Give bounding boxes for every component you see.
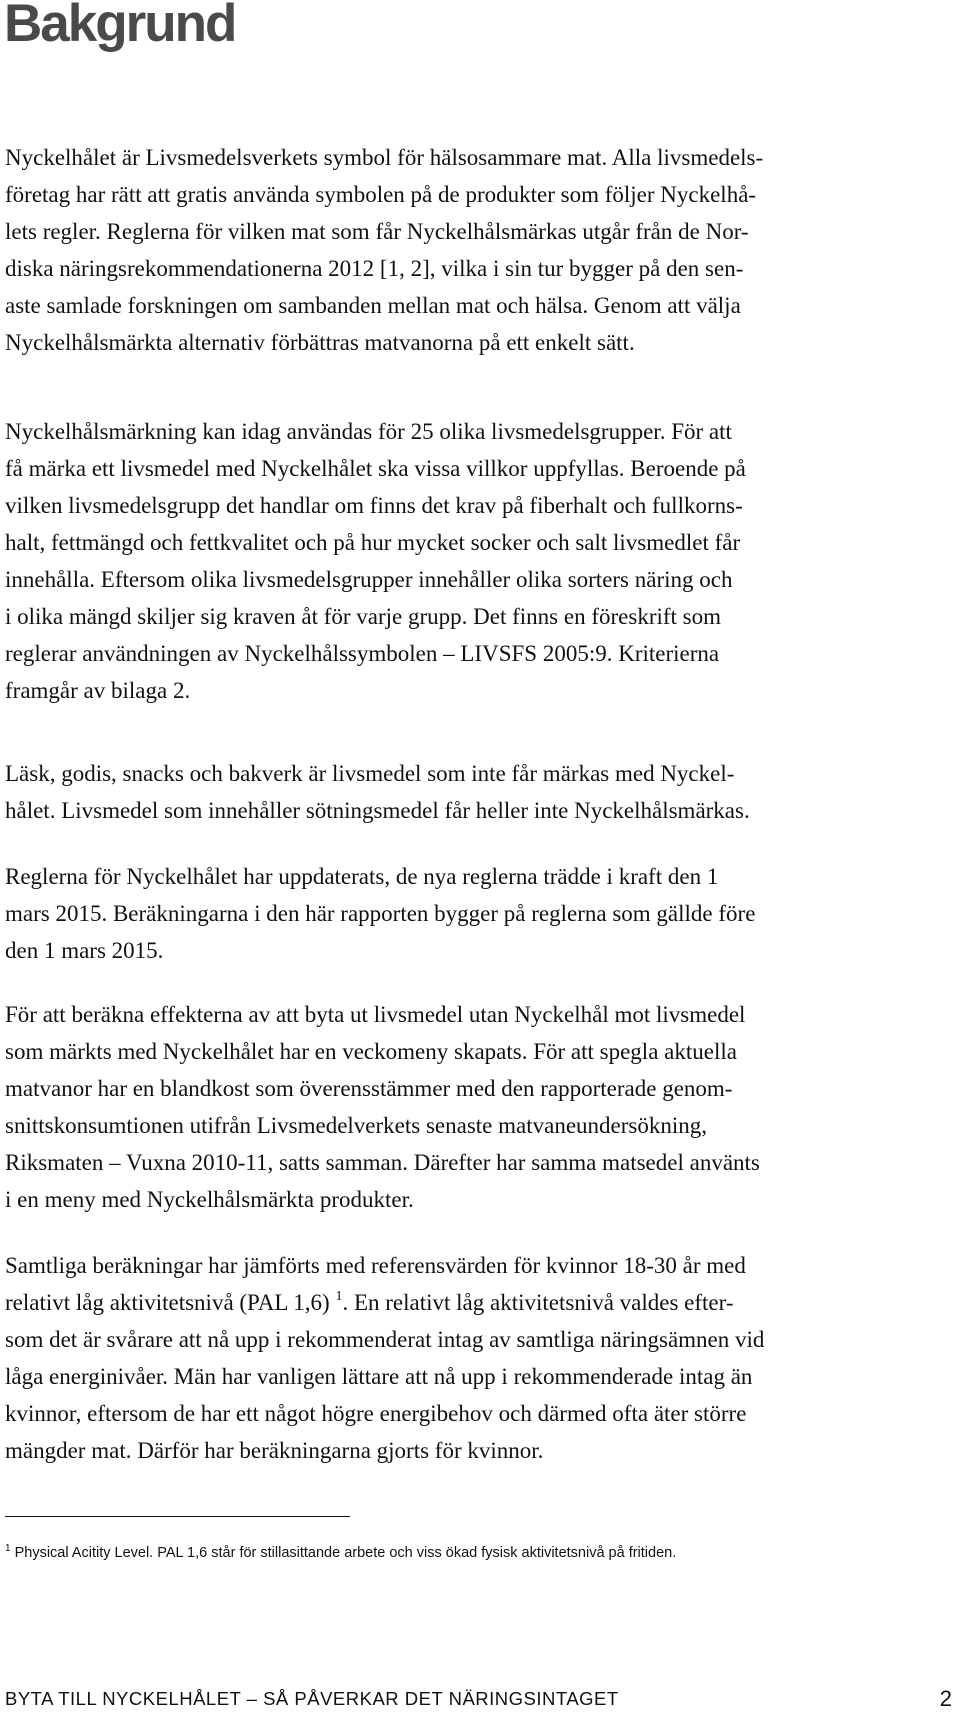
text-line: För att beräkna effekterna av att byta ut livsmedel utan Nyckelhål mot livsmedel [5, 1002, 746, 1027]
text-line: Riksmaten – Vuxna 2010-11, satts samman. Därefter har samma matsedel använts [5, 1150, 760, 1175]
text-line-with-footnote [5, 1284, 955, 1321]
text-line: låga energinivåer. Män har vanligen lättare att nå upp i rekommenderade intag än [5, 1364, 753, 1389]
text-line: framgår av bilaga 2. [5, 678, 191, 703]
text-segment: relativt låg aktivitetsnivå (PAL 1,6) [5, 1290, 336, 1315]
text-line: Samtliga beräkningar har jämförts med referensvärden för kvinnor 18-30 år med [5, 1253, 746, 1278]
paragraph-reference-values [5, 1247, 955, 1469]
text-line: halt, fettmängd och fettkvalitet och på hur mycket socker och salt livsmedlet får [5, 530, 741, 555]
text-line: diska näringsrekommendationerna 2012 [1, 2], vilka i sin tur bygger på den sen- [5, 256, 744, 281]
text-line: företag har rätt att gratis använda symbolen på de produkter som följer Nyckelhå- [5, 182, 757, 207]
text-line: som det är svårare att nå upp i rekommenderat intag av samtliga näringsämnen vid [5, 1327, 765, 1352]
text-line: aste samlade forskningen om sambanden mellan mat och hälsa. Genom att välja [5, 293, 741, 318]
text-line: lets regler. Reglerna för vilken mat som får Nyckelhålsmärkas utgår från de Nor- [5, 219, 749, 244]
paragraph-excluded-products [5, 755, 955, 829]
text-line: i olika mängd skiljer sig kraven åt för varje grupp. Det finns en föreskrift som [5, 604, 722, 629]
page-heading: Bakgrund [4, 0, 236, 53]
text-line: hålet. Livsmedel som innehåller sötningsmedel får heller inte Nyckelhålsmärkas. [5, 798, 750, 823]
text-segment: . En relativt låg aktivitetsnivå valdes efter- [342, 1290, 734, 1315]
text-line: vilken livsmedelsgrupp det handlar om finns det krav på fiberhalt och fullkorns- [5, 493, 743, 518]
text-line: som märkts med Nyckelhålet har en veckomeny skapats. För att spegla aktuella [5, 1039, 737, 1064]
text-line: innehålla. Eftersom olika livsmedelsgrupper innehåller olika sorters näring och [5, 567, 733, 592]
footer-title: BYTA TILL NYCKELHÅLET – SÅ PÅVERKAR DET NÄRINGSINTAGET [5, 1688, 619, 1709]
page-number: 2 [939, 1686, 952, 1711]
footnote-marker: 1 [5, 1543, 11, 1554]
paragraph-rule-update [5, 858, 955, 969]
text-line: Nyckelhålsmärkta alternativ förbättras matvanorna på ett enkelt sätt. [5, 330, 635, 355]
text-line: den 1 mars 2015. [5, 938, 164, 963]
text-line: snittskonsumtionen utifrån Livsmedelverkets senaste matvaneundersökning, [5, 1113, 707, 1138]
text-line: mängder mat. Därför har beräkningarna gjorts för kvinnor. [5, 1438, 544, 1463]
text-line: matvanor har en blandkost som överensstämmer med den rapporterade genom- [5, 1076, 733, 1101]
footnote [5, 1543, 676, 1563]
footnote-separator [5, 1516, 350, 1517]
paragraph-weekly-menu [5, 996, 955, 1218]
text-line: få märka ett livsmedel med Nyckelhålet ska vissa villkor uppfyllas. Beroende på [5, 456, 746, 481]
text-line: mars 2015. Beräkningarna i den här rapporten bygger på reglerna som gällde före [5, 901, 756, 926]
text-line: i en meny med Nyckelhålsmärkta produkter. [5, 1187, 414, 1212]
footnote-reference[interactable]: 1 [335, 1289, 343, 1304]
text-line: Nyckelhålet är Livsmedelsverkets symbol för hälsosammare mat. Alla livsmedels- [5, 145, 764, 170]
text-line: Reglerna för Nyckelhålet har uppdaterats, de nya reglerna trädde i kraft den 1 [5, 864, 719, 889]
paragraph-food-groups [5, 413, 955, 709]
text-line: reglerar användningen av Nyckelhålssymbolen – LIVSFS 2005:9. Kriterierna [5, 641, 720, 666]
footnote-text: Physical Acitity Level. PAL 1,6 står för stillasittande arbete och viss ökad fysisk aktivitetsnivå på fritiden. [10, 1545, 677, 1561]
paragraph-symbol-intro [5, 139, 955, 361]
text-line: Läsk, godis, snacks och bakverk är livsmedel som inte får märkas med Nyckel- [5, 761, 735, 786]
text-line: kvinnor, eftersom de har ett något högre energibehov och därmed ofta äter större [5, 1401, 747, 1426]
text-line: Nyckelhålsmärkning kan idag användas för 25 olika livsmedelsgrupper. För att [5, 419, 732, 444]
